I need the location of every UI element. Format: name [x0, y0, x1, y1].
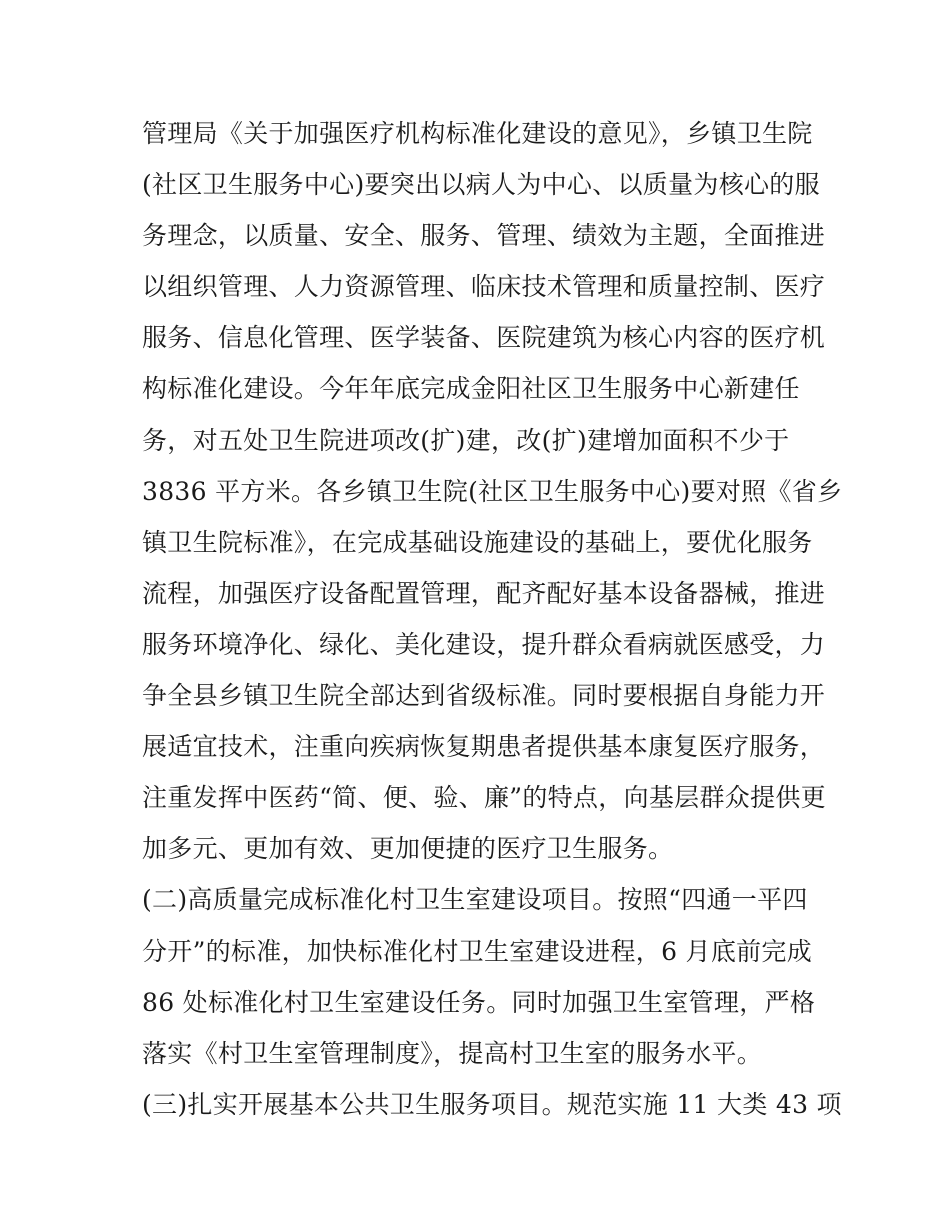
text-line-6: 构标准化建设。今年年底完成金阳社区卫生服务中心新建任 — [142, 374, 800, 404]
text-line-2: (社区卫生服务中心)要突出以病人为中心、以质量为核心的服 — [142, 170, 820, 200]
text-line-3: 务理念，以质量、安全、服务、管理、绩效为主题，全面推进 — [142, 221, 826, 251]
text-line-14: 注重发挥中医药“简、便、验、廉”的特点，向基层群众提供更 — [142, 783, 826, 813]
text-line-18: 86 处标准化村卫生室建设任务。同时加强卫生室管理，严格 — [142, 987, 816, 1017]
text-line-4: 以组织管理、人力资源管理、临床技术管理和质量控制、医疗 — [142, 272, 826, 302]
text-line-10: 流程，加强医疗设备配置管理，配齐配好基本设备器械，推进 — [142, 578, 826, 608]
body-text — [142, 108, 843, 1130]
text-line-13: 展适宜技术，注重向疾病恢复期患者提供基本康复医疗服务， — [142, 732, 826, 762]
text-line-15: 加多元、更加有效、更加便捷的医疗卫生服务。 — [142, 834, 674, 864]
text-line-8: 3836 平方米。各乡镇卫生院(社区卫生服务中心)要对照《省乡 — [142, 476, 843, 506]
text-line-20: (三)扎实开展基本公共卫生服务项目。规范实施 11 大类 43 项 — [142, 1089, 842, 1119]
text-line-11: 服务环境净化、绿化、美化建设，提升群众看病就医感受，力 — [142, 629, 826, 659]
text-line-5: 服务、信息化管理、医学装备、医院建筑为核心内容的医疗机 — [142, 323, 826, 353]
text-line-7: 务，对五处卫生院进项改(扩)建，改(扩)建增加面积不少于 — [142, 425, 790, 455]
text-line-9: 镇卫生院标准》，在完成基础设施建设的基础上，要优化服务 — [142, 527, 813, 557]
text-line-19: 落实《村卫生室管理制度》，提高村卫生室的服务水平。 — [142, 1038, 763, 1068]
text-line-1: 管理局《关于加强医疗机构标准化建设的意见》，乡镇卫生院 — [142, 119, 813, 148]
text-line-17: 分开”的标准，加快标准化村卫生室建设进程，6 月底前完成 — [142, 936, 813, 966]
text-line-16: (二)高质量完成标准化村卫生室建设项目。按照“四通一平四 — [142, 885, 808, 915]
text-line-12: 争全县乡镇卫生院全部达到省级标准。同时要根据自身能力开 — [142, 681, 826, 711]
